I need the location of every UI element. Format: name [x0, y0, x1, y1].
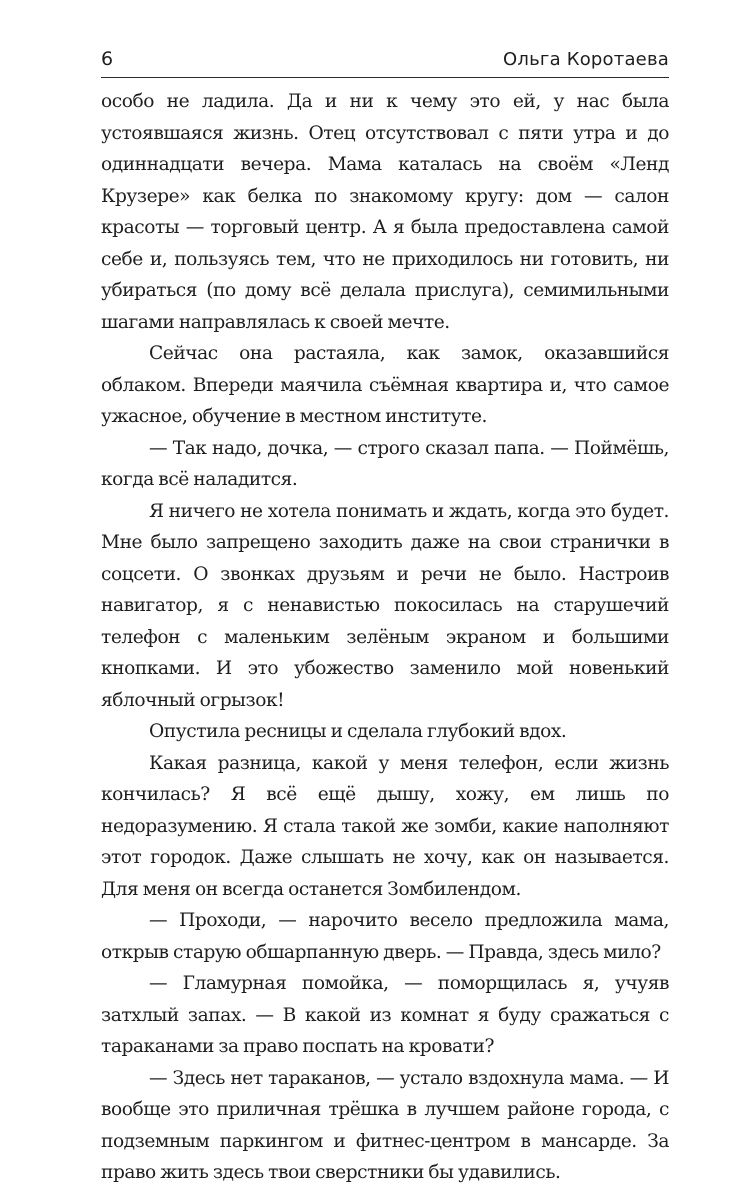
author-name: Ольга Коротаева — [503, 49, 669, 70]
paragraph: Опустила ресницы и сделала глубокий вдох. — [149, 721, 567, 742]
dialogue-line: — Гламурная помойка, — поморщилась я, учуяв затхлый запах. — В какой из комнат я буду сражаться с тараканами за право поспать на кровати? — [101, 973, 669, 1057]
page-number: 6 — [101, 48, 114, 70]
paragraph: Сейчас она растаяла, как замок, оказавшийся облаком. Впереди маячила съёмная квартира и, что самое ужасное, обучение в местном институте. — [101, 343, 669, 427]
paragraph: Какая разница, какой у меня телефон, если жизнь кончилась? Я всё ещё дышу, хожу, ем лишь по недоразумению. Я стала такой же зомби, какие наполняют этот городок. Даже слышать не хочу, как он называется. Для меня он всегда останется Зомбилендом. — [101, 752, 669, 900]
running-head — [101, 45, 669, 78]
paragraph: Я ничего не хотела понимать и ждать, когда это будет. Мне было запрещено заходить даже на свои странички в соцсети. О звонках друзьям и речи не было. Настроив навигатор, я с ненавистью покосилась на старушечий телефон с маленьким зелёным экраном и большими кнопками. И это убожество заменило мой новенький яблочный огрызок! — [101, 500, 669, 711]
paragraph-continued: особо не ладила. Да и ни к чему это ей, у нас была устоявшаяся жизнь. Отец отсутствовал с пяти утра и до одиннадцати вечера. Мама каталась на своём «Ленд Крузере» как белка по знакомому кругу: дом — салон красоты — торговый центр. А я была предоставлена самой себе и, пользуясь тем, что не приходилось ни готовить, ни убираться (по дому всё делала прислуга), семимильными шагами направлялась к своей мечте. — [101, 91, 669, 333]
dialogue-line: — Здесь нет тараканов, — устало вздохнула мама. — И вообще это приличная трёшка в лучшем районе города, с подземным паркингом и фитнес-центром в мансарде. За право жить здесь твои сверстники бы удавились. — [101, 1067, 669, 1183]
dialogue-line: — Проходи, — нарочито весело предложила мама, открыв старую обшарпанную дверь. — Правда, здесь мило? — [101, 910, 669, 963]
dialogue-line: — Так надо, дочка, — строго сказал папа. — Поймёшь, когда всё наладится. — [101, 437, 669, 490]
body-text — [101, 86, 669, 1189]
